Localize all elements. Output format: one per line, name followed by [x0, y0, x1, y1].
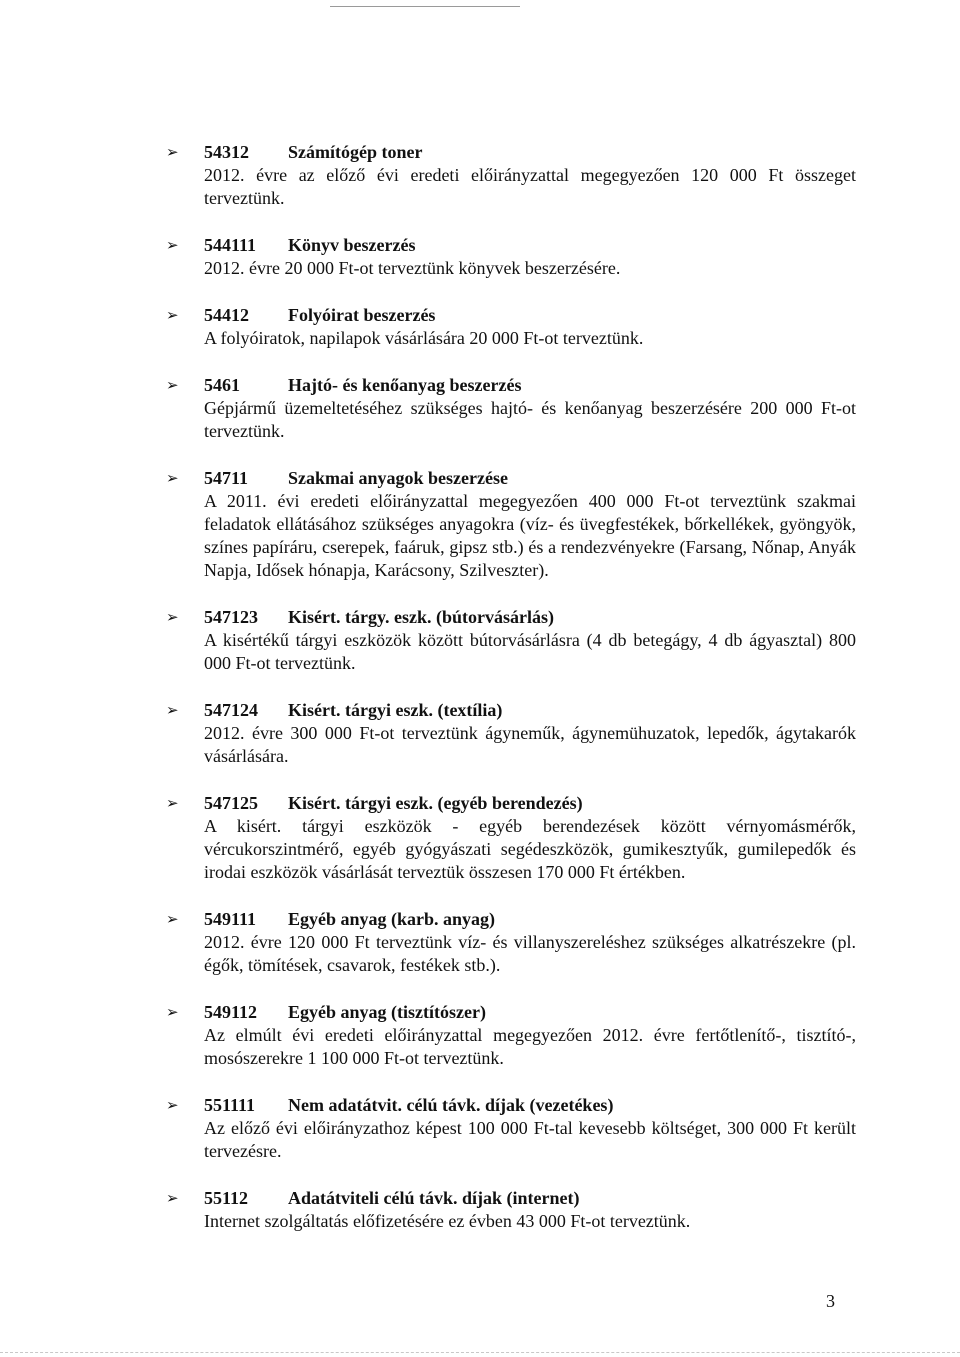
arrow-bullet-icon: ➢	[166, 1003, 179, 1021]
entry-title: Nem adatátvit. célú távk. díjak (vezetékes)	[288, 1095, 614, 1115]
budget-entry-547125	[166, 791, 856, 884]
entry-title: Folyóirat beszerzés	[288, 305, 436, 325]
arrow-bullet-icon: ➢	[166, 469, 179, 487]
entry-title: Számítógép toner	[288, 142, 423, 162]
budget-notes	[166, 140, 856, 1256]
entry-text: Internet szolgáltatás előfizetésére ez évben 43 000 Ft-ot terveztünk.	[204, 1211, 691, 1231]
entry-code: 54711	[204, 468, 249, 488]
entry-code: 547124	[204, 700, 258, 720]
arrow-bullet-icon: ➢	[166, 910, 179, 928]
entry-code: 544111	[204, 235, 257, 255]
arrow-bullet-icon: ➢	[166, 143, 179, 161]
entry-title: Egyéb anyag (tisztítószer)	[288, 1002, 486, 1022]
entry-heading	[166, 605, 856, 629]
arrow-bullet-icon: ➢	[166, 236, 179, 254]
entry-text: Gépjármű üzemeltetéséhez szükséges hajtó- és kenőanyag beszerzésére 200 000 Ft-ot terveztünk.	[204, 398, 856, 441]
bottom-scan-line	[0, 1352, 960, 1353]
entry-heading	[166, 233, 856, 257]
entry-title: Könyv beszerzés	[288, 235, 416, 255]
entry-text: 2012. évre 20 000 Ft-ot terveztünk könyvek beszerzésére.	[204, 258, 621, 278]
budget-entry-547123	[166, 605, 856, 675]
budget-entry-55112	[166, 1186, 856, 1233]
arrow-bullet-icon: ➢	[166, 608, 179, 626]
entry-code: 549112	[204, 1002, 258, 1022]
arrow-bullet-icon: ➢	[166, 701, 179, 719]
entry-text: Az előző évi előirányzathoz képest 100 000 Ft-tal kevesebb költséget, 300 000 Ft került tervezésre.	[204, 1118, 856, 1161]
budget-entry-54711	[166, 466, 856, 582]
entry-code: 547125	[204, 793, 258, 813]
entry-code: 54412	[204, 305, 249, 325]
entry-heading	[166, 1093, 856, 1117]
budget-entry-547124	[166, 698, 856, 768]
arrow-bullet-icon: ➢	[166, 794, 179, 812]
budget-entry-54312	[166, 140, 856, 210]
entry-code: 549111	[204, 909, 257, 929]
arrow-bullet-icon: ➢	[166, 1096, 179, 1114]
arrow-bullet-icon: ➢	[166, 376, 179, 394]
entry-heading	[166, 907, 856, 931]
arrow-bullet-icon: ➢	[166, 306, 179, 324]
page-number: 3	[826, 1291, 835, 1311]
entry-text: 2012. évre 300 000 Ft-ot terveztünk ágyneműk, ágynemühuzatok, lepedők, ágytakarók vásárlására.	[204, 723, 856, 766]
entry-title: Kisért. tárgyi eszk. (egyéb berendezés)	[288, 793, 583, 813]
entry-text: A kisértékű tárgyi eszközök között bútorvásárlásra (4 db betegágy, 4 db ágyasztal) 800 000 Ft-ot terveztünk.	[204, 630, 856, 673]
entry-code: 551111	[204, 1095, 256, 1115]
budget-entry-549111	[166, 907, 856, 977]
entry-title: Egyéb anyag (karb. anyag)	[288, 909, 496, 929]
entry-text: 2012. évre 120 000 Ft terveztünk víz- és villanyszereléshez szükséges alkatrészekre (pl. égők, tömítések, csavarok, festékek stb.).	[204, 932, 856, 975]
entry-text: A folyóiratok, napilapok vásárlására 20 000 Ft-ot terveztünk.	[204, 328, 644, 348]
budget-entry-551111	[166, 1093, 856, 1163]
budget-entry-549112	[166, 1000, 856, 1070]
entry-title: Szakmai anyagok beszerzése	[288, 468, 508, 488]
entry-heading	[166, 140, 856, 164]
arrow-bullet-icon: ➢	[166, 1189, 179, 1207]
entry-code: 55112	[204, 1188, 249, 1208]
entry-heading	[166, 1186, 856, 1210]
entry-code: 547123	[204, 607, 258, 627]
entry-title: Adatátviteli célú távk. díjak (internet)	[288, 1188, 580, 1208]
budget-entry-54412	[166, 303, 856, 350]
budget-entry-544111	[166, 233, 856, 280]
entry-text: A 2011. évi eredeti előirányzattal megegyezően 400 000 Ft-ot terveztünk szakmai feladatok ellátásához szükséges anyagokra (víz- és üvegfestékek, bőrkellékek, gyöngyök, színes papíráru, cserepek, faáruk, gipsz stb.) és a rendezvényekre (Farsang, Nőnap, Anyák Napja, Idősek hónapja, Karácsony, Szilveszter).	[204, 491, 856, 580]
entry-heading	[166, 466, 856, 490]
entry-heading	[166, 303, 856, 327]
entry-text: Az elmúlt évi eredeti előirányzattal megegyezően 2012. évre fertőtlenítő-, tisztító-, mosószerekre 1 100 000 Ft-ot terveztünk.	[204, 1025, 856, 1068]
entry-heading	[166, 698, 856, 722]
top-scan-line	[330, 6, 520, 7]
entry-heading	[166, 791, 856, 815]
entry-title: Hajtó- és kenőanyag beszerzés	[288, 375, 522, 395]
entry-code: 54312	[204, 142, 249, 162]
entry-text: A kisért. tárgyi eszközök - egyéb berendezések között vérnyomásmérők, vércukorszintmérő, egyéb gyógyászati segédeszközök, gumikesztyűk, gumilepedők és irodai eszközök vásárlását terveztük összesen 170 000 Ft értékben.	[204, 816, 856, 882]
entry-code: 5461	[204, 375, 240, 395]
entry-text: 2012. évre az előző évi eredeti előirányzattal megegyezően 120 000 Ft összeget terveztünk.	[204, 165, 856, 208]
budget-entry-5461	[166, 373, 856, 443]
entry-heading	[166, 373, 856, 397]
entry-title: Kisért. tárgyi eszk. (textília)	[288, 700, 503, 720]
entry-title: Kisért. tárgy. eszk. (bútorvásárlás)	[288, 607, 554, 627]
entry-heading	[166, 1000, 856, 1024]
